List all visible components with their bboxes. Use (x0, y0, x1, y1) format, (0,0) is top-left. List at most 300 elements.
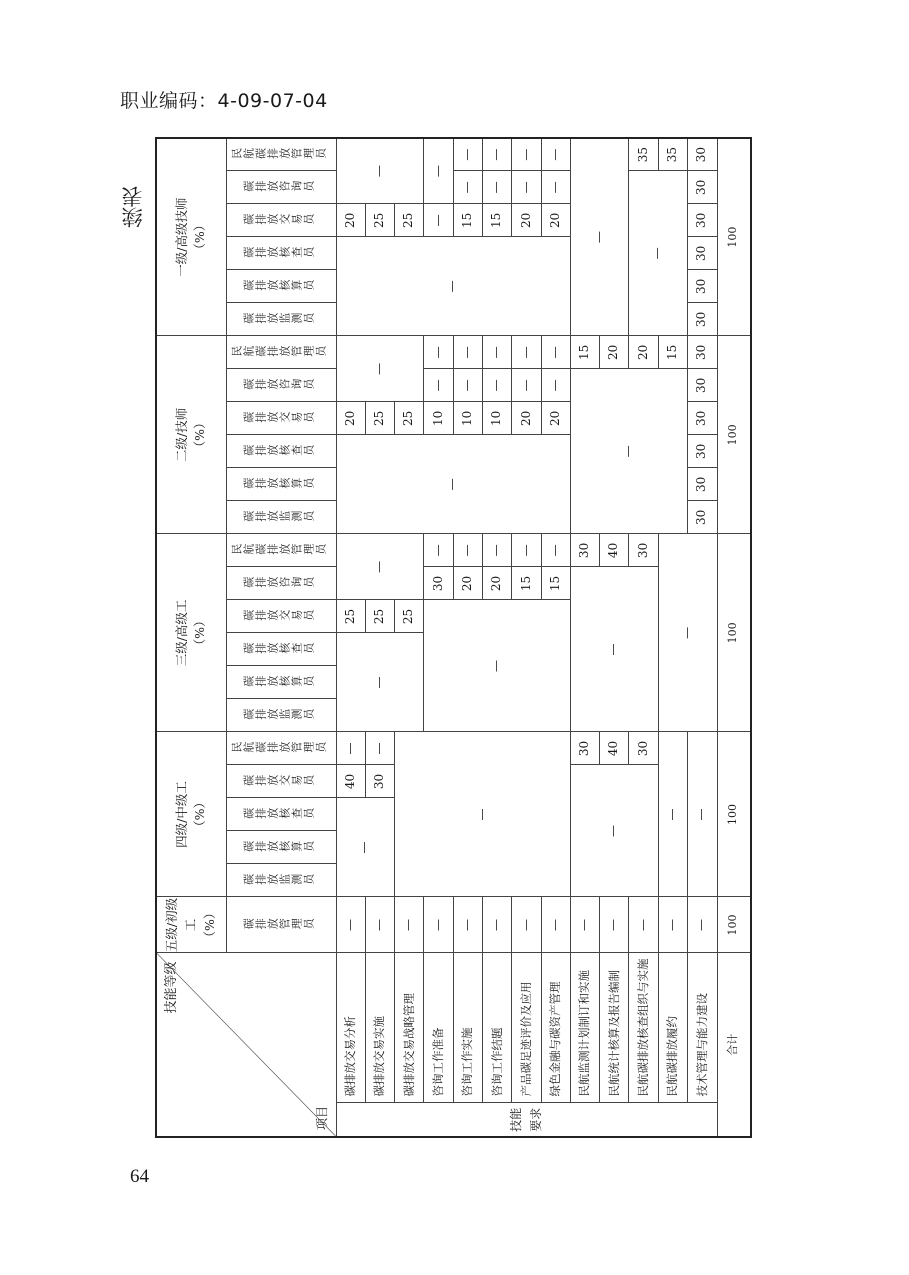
item-label-text: 碳排放交易分析 (343, 1016, 358, 1097)
total-row (717, 138, 751, 1137)
value-cell (336, 204, 365, 237)
item-label (600, 953, 629, 1103)
value-cell (395, 204, 424, 237)
item-label (629, 953, 658, 1103)
value-cell (570, 732, 599, 765)
corner-top-label: 技能等级 (164, 961, 179, 1014)
dash-cell-text: — (474, 808, 489, 821)
dash-cell (453, 336, 482, 369)
dash-cell-text: — (518, 346, 533, 359)
dash-cell-text: — (372, 165, 387, 178)
dash-cell-text: — (547, 544, 562, 557)
dash-cell-text: — (430, 214, 445, 227)
role-header (226, 336, 336, 369)
value-cell (688, 303, 717, 336)
value-cell (688, 336, 717, 369)
value-cell (482, 204, 511, 237)
total-label (717, 953, 751, 1137)
value-cell (512, 567, 541, 600)
dash-cell (541, 171, 570, 204)
item-label-text: 咨询工作结题 (489, 1027, 504, 1097)
item-label-text: 碳排放交易实施 (372, 1016, 387, 1097)
total-value (717, 732, 751, 897)
dash-cell (570, 567, 658, 732)
value-cell (336, 600, 365, 633)
item-label (541, 953, 570, 1103)
value-cell-text: 30 (694, 147, 709, 163)
dash-cell (482, 336, 511, 369)
value-cell (395, 402, 424, 435)
page-number: 64 (130, 1166, 149, 1187)
value-cell-text: 30 (577, 542, 592, 559)
role-header (226, 666, 336, 699)
dash-cell (570, 765, 658, 897)
value-cell-text: 40 (342, 773, 357, 790)
dash-cell-text: — (606, 643, 621, 656)
continued-label: 续表 (121, 186, 145, 228)
dash-cell-text: — (635, 919, 650, 931)
value-cell (453, 567, 482, 600)
role-header (226, 831, 336, 864)
dash-cell-text: — (547, 379, 562, 392)
occupation-code: 职业编码：4-09-07-04 (120, 90, 328, 112)
value-cell-text: 15 (518, 575, 533, 592)
dash-cell (629, 897, 658, 953)
dash-cell-text: — (606, 919, 621, 931)
dash-cell-text: — (430, 544, 445, 557)
value-cell-text: 30 (430, 575, 445, 592)
item-label-text: 咨询工作准备 (430, 1027, 445, 1097)
role-header-text: 碳排放咨询员 (243, 180, 316, 194)
value-cell-text: 15 (459, 212, 474, 229)
value-cell-text: 35 (665, 147, 680, 163)
item-label (658, 953, 687, 1103)
value-cell (424, 402, 453, 435)
dash-cell-text: — (459, 346, 474, 359)
dash-cell-text: — (342, 742, 357, 755)
dash-cell (688, 732, 717, 897)
value-cell (570, 534, 599, 567)
item-label (688, 953, 717, 1103)
value-cell-text: 30 (635, 740, 650, 757)
skill-requirements-label (336, 1103, 717, 1137)
value-cell-text: 30 (577, 740, 592, 757)
dash-cell (424, 369, 453, 402)
value-cell (541, 402, 570, 435)
level-header (156, 897, 226, 953)
dash-cell (570, 138, 629, 336)
dash-cell-text: — (489, 544, 504, 557)
dash-cell-text: — (430, 919, 445, 931)
dash-cell-text: — (459, 148, 474, 161)
dash-cell (336, 798, 395, 897)
dash-cell (336, 237, 570, 336)
total-value (717, 336, 751, 534)
corner-header (156, 953, 336, 1137)
item-label (365, 953, 394, 1103)
dash-cell-text: — (445, 280, 460, 293)
dash-cell (453, 138, 482, 171)
dash-cell-text: — (621, 445, 636, 458)
value-cell (688, 237, 717, 270)
dash-cell-text: — (489, 346, 504, 359)
value-cell-text: 30 (694, 344, 709, 361)
dash-cell (512, 534, 541, 567)
dash-cell-text: — (518, 181, 533, 194)
dash-cell-text: — (430, 379, 445, 392)
dash-cell (453, 534, 482, 567)
value-cell (688, 501, 717, 534)
value-cell-text: 30 (694, 476, 709, 493)
rotated-table-wrapper (155, 147, 752, 1138)
dash-cell-text: — (489, 181, 504, 194)
dash-cell-text: — (357, 841, 372, 854)
dash-cell-text: — (489, 148, 504, 161)
dash-cell (570, 369, 687, 534)
skill-requirements-label-text: 技能 要求 (509, 1107, 543, 1132)
value-cell (688, 402, 717, 435)
value-cell (600, 336, 629, 369)
dash-cell-text: — (372, 362, 387, 375)
item-label (453, 953, 482, 1103)
value-cell-text: 20 (518, 212, 533, 229)
role-header-text: 碳排放监测员 (243, 708, 316, 722)
dash-cell (424, 897, 453, 953)
role-header-text: 碳排放核算员 (243, 675, 316, 689)
dash-cell (658, 732, 687, 897)
role-header (226, 369, 336, 402)
role-header-text: 碳排放交易员 (243, 774, 316, 788)
dash-cell (512, 336, 541, 369)
item-label-text: 民航监测计划制订和实施 (577, 970, 592, 1097)
value-cell (512, 402, 541, 435)
role-header (226, 270, 336, 303)
value-cell-text: 30 (694, 179, 709, 196)
item-label (424, 953, 453, 1103)
level-header-text: 四级/中级工 （%） (173, 781, 208, 848)
value-cell (600, 732, 629, 765)
dash-cell (541, 369, 570, 402)
value-cell-text: 30 (694, 311, 709, 328)
dash-cell (336, 435, 570, 534)
role-header-text: 碳排放核查员 (243, 642, 316, 656)
value-cell-text: 30 (372, 773, 387, 790)
role-header (226, 600, 336, 633)
level-header-text: 五级/初级工 （%） (164, 897, 217, 953)
dash-cell-text: — (547, 181, 562, 194)
value-cell (365, 204, 394, 237)
level-header-text: 三级/高级工 （%） (173, 599, 208, 667)
value-cell (688, 369, 717, 402)
role-header (226, 699, 336, 732)
value-cell-text: 25 (401, 410, 416, 427)
dash-cell-text: — (518, 919, 533, 931)
skill-weight-table (155, 137, 752, 1138)
dash-cell (482, 171, 511, 204)
role-header (226, 303, 336, 336)
dash-cell-text: — (577, 919, 592, 931)
dash-cell (658, 897, 687, 953)
item-label (395, 953, 424, 1103)
role-header (226, 204, 336, 237)
corner-diagonal (157, 954, 336, 1137)
dash-cell (453, 171, 482, 204)
dash-cell (365, 732, 394, 765)
dash-cell-text: — (459, 919, 474, 931)
dash-cell-text: — (665, 919, 680, 931)
item-label-text: 技术管理与能力建设 (694, 993, 709, 1097)
dash-cell (512, 369, 541, 402)
item-label-text: 民航碳排放履约 (665, 1016, 680, 1097)
total-value-text: 100 (726, 226, 740, 248)
value-cell (365, 600, 394, 633)
value-cell-text: 10 (430, 410, 445, 427)
dash-cell-text: — (459, 379, 474, 392)
dash-cell (424, 600, 570, 732)
dash-cell (688, 897, 717, 953)
value-cell (629, 336, 658, 369)
role-header-text: 碳排放核算员 (243, 279, 316, 293)
item-label (336, 953, 365, 1103)
dash-cell-text: — (518, 148, 533, 161)
dash-cell (395, 732, 571, 897)
value-cell (512, 204, 541, 237)
dash-cell-text: — (679, 626, 694, 639)
dash-cell-text: — (665, 808, 680, 821)
dash-cell (336, 732, 365, 765)
table-row (336, 138, 365, 1137)
value-cell (688, 204, 717, 237)
dash-cell-text: — (591, 231, 606, 244)
role-header-text: 碳排放交易员 (243, 609, 316, 623)
value-cell-text: 25 (372, 212, 387, 229)
value-cell-text: 30 (694, 245, 709, 262)
dash-cell-text: — (459, 544, 474, 557)
value-cell (658, 138, 687, 171)
dash-cell-text: — (650, 247, 665, 260)
role-header-text: 碳排放咨询员 (243, 378, 316, 392)
value-cell-text: 20 (518, 410, 533, 427)
role-header-text: 民航碳排放管理员 (231, 741, 328, 755)
value-cell (688, 468, 717, 501)
value-cell-text: 15 (547, 575, 562, 592)
role-header (226, 798, 336, 831)
value-cell (629, 732, 658, 765)
corner-bottom-label: 项目 (314, 1105, 329, 1130)
value-cell-text: 30 (694, 278, 709, 295)
dash-cell (424, 336, 453, 369)
dash-cell-text: — (518, 379, 533, 392)
role-header-text: 碳排放交易员 (243, 213, 316, 227)
role-header (226, 468, 336, 501)
dash-cell-text: — (372, 676, 387, 689)
dash-cell-text: — (372, 919, 387, 931)
dash-cell (424, 138, 453, 204)
role-header (226, 633, 336, 666)
value-cell-text: 20 (635, 344, 650, 361)
value-cell (688, 270, 717, 303)
dash-cell-text: — (606, 825, 621, 837)
item-label-text: 产品碳足迹评价及应用 (518, 981, 533, 1097)
role-header (226, 435, 336, 468)
value-cell-text: 20 (547, 212, 562, 229)
value-cell (336, 765, 365, 798)
level-header-text: 一级/高级技师 （%） (173, 197, 208, 277)
dash-cell (336, 138, 424, 204)
role-header-text: 碳排放管理员 (243, 917, 316, 931)
dash-cell-text: — (694, 919, 709, 931)
role-header-text: 碳排放监测员 (243, 312, 316, 326)
dash-cell-text: — (401, 919, 416, 931)
dash-cell-text: — (694, 808, 709, 821)
value-cell-text: 15 (577, 344, 592, 361)
total-value (717, 534, 751, 732)
value-cell (482, 567, 511, 600)
dash-cell (570, 897, 599, 953)
value-cell (688, 435, 717, 468)
dash-cell (512, 138, 541, 171)
value-cell-text: 30 (694, 410, 709, 427)
value-cell-text: 35 (635, 147, 650, 163)
value-cell-text: 20 (459, 575, 474, 592)
value-cell-text: 25 (372, 608, 387, 625)
dash-cell-text: — (489, 659, 504, 672)
value-cell-text: 30 (694, 377, 709, 394)
value-cell-text: 20 (342, 212, 357, 229)
role-header-text: 民航碳排放管理员 (231, 345, 328, 359)
value-cell-text: 25 (401, 608, 416, 625)
role-header-text: 碳排放核查员 (243, 444, 316, 458)
value-cell (453, 402, 482, 435)
value-cell (424, 567, 453, 600)
level-header (156, 732, 226, 897)
dash-cell-text: — (459, 181, 474, 194)
item-label-text: 碳排放交易战略管理 (401, 993, 416, 1097)
value-cell (453, 204, 482, 237)
item-label-text: 绿色金融与碳资产管理 (548, 981, 563, 1097)
role-header-text: 碳排放监测员 (243, 873, 316, 887)
dash-cell (336, 534, 424, 600)
item-label (512, 953, 541, 1103)
value-cell (336, 402, 365, 435)
dash-cell (541, 336, 570, 369)
dash-cell-text: — (342, 919, 357, 931)
value-cell-text: 20 (342, 410, 357, 427)
value-cell-text: 20 (547, 410, 562, 427)
level-header (156, 138, 226, 336)
value-cell (365, 402, 394, 435)
role-header-text: 碳排放交易员 (243, 411, 316, 425)
role-header-text: 民航碳排放管理员 (231, 147, 328, 161)
dash-cell (482, 897, 511, 953)
role-header (226, 567, 336, 600)
value-cell-text: 25 (401, 212, 416, 229)
table-row (570, 138, 599, 1137)
dash-cell (336, 336, 424, 402)
dash-cell (658, 534, 717, 732)
level-header (156, 534, 226, 732)
value-cell-text: 20 (606, 344, 621, 361)
dash-cell (541, 138, 570, 171)
role-header (226, 501, 336, 534)
level-header (156, 336, 226, 534)
role-header (226, 534, 336, 567)
role-header (226, 732, 336, 765)
dash-cell-text: — (430, 165, 445, 178)
role-header-text: 碳排放核算员 (243, 840, 316, 854)
dash-cell-text: — (445, 478, 460, 491)
value-cell-text: 20 (489, 575, 504, 592)
dash-cell (395, 897, 424, 953)
total-value-text: 100 (726, 914, 740, 936)
dash-cell-text: — (372, 560, 387, 573)
dash-cell (482, 534, 511, 567)
item-label-text: 民航碳排放核查组织与实施 (636, 958, 650, 1097)
role-header-text: 碳排放核查员 (243, 246, 316, 260)
role-header-text: 碳排放监测员 (243, 510, 316, 524)
dash-cell-text: — (489, 379, 504, 392)
value-cell-text: 30 (635, 542, 650, 559)
role-header (226, 765, 336, 798)
role-header-text: 碳排放核算员 (243, 477, 316, 491)
total-label-text: 合计 (726, 1033, 740, 1056)
dash-cell (336, 897, 365, 953)
level-header-text: 二级/技师 （%） (173, 407, 208, 463)
dash-cell (541, 897, 570, 953)
role-header (226, 138, 336, 171)
dash-cell (365, 897, 394, 953)
value-cell-text: 30 (694, 212, 709, 229)
value-cell-text: 25 (372, 410, 387, 427)
value-cell (688, 138, 717, 171)
value-cell (658, 336, 687, 369)
value-cell (541, 567, 570, 600)
total-value-text: 100 (726, 424, 740, 446)
total-value (717, 897, 751, 953)
value-cell (365, 765, 394, 798)
value-cell (629, 534, 658, 567)
role-header (226, 402, 336, 435)
role-header (226, 171, 336, 204)
value-cell-text: 30 (694, 443, 709, 460)
value-cell (541, 204, 570, 237)
value-cell-text: 15 (489, 212, 504, 229)
role-header (226, 897, 336, 953)
total-value-text: 100 (726, 622, 740, 644)
dash-cell-text: — (547, 919, 562, 931)
dash-cell-text: — (372, 742, 387, 755)
total-value (717, 138, 751, 336)
item-label-text: 民航统计核算及报告编制 (606, 970, 621, 1097)
value-cell-text: 10 (459, 410, 474, 427)
total-value-text: 100 (726, 803, 740, 825)
value-cell-text: 40 (606, 542, 621, 559)
item-label-text: 咨询工作实施 (460, 1027, 475, 1097)
role-header-text: 民航碳排放管理员 (231, 543, 328, 557)
role-header (226, 864, 336, 897)
dash-cell (600, 897, 629, 953)
value-cell-text: 30 (694, 509, 709, 526)
value-cell (570, 336, 599, 369)
dash-cell (424, 534, 453, 567)
value-cell (600, 534, 629, 567)
value-cell (629, 138, 658, 171)
dash-cell-text: — (547, 148, 562, 161)
dash-cell-text: — (547, 346, 562, 359)
dash-cell (512, 897, 541, 953)
value-cell (482, 402, 511, 435)
item-label (482, 953, 511, 1103)
